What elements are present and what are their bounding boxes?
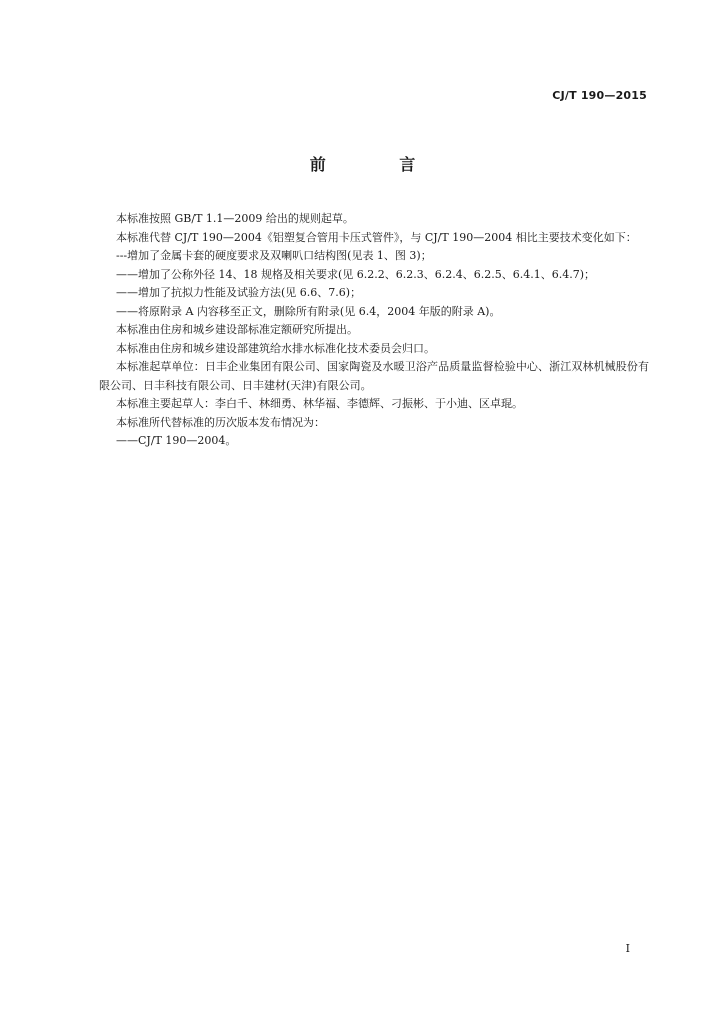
change-item-sizes: ——增加了公称外径 14、18 规格及相关要求(见 6.2.2、6.2.3、6.2.4、6.2.5、6.4.1、6.4.7)； — [116, 267, 595, 281]
change-item-pullout: ——增加了抗拟力性能及试验方法(见 6.6、7.6)； — [116, 286, 362, 299]
standard-code: CJ/T 190—2015 — [552, 89, 647, 102]
paragraph-proposed-by: 本标准由住房和城乡建设部标准定额研究所提出。 — [116, 323, 358, 336]
preface-body — [99, 210, 649, 451]
paragraph-drafting-rules: 本标准按照 GB/T 1.1—2009 给出的规则起草。 — [116, 212, 354, 225]
change-item-hardness: ---增加了金属卡套的硬度要求及双喇叭口结构图(见表 1、图 3)； — [116, 249, 432, 262]
page-number: I — [625, 942, 630, 955]
page-title: 前 言 — [309, 155, 450, 174]
paragraph-main-drafters: 本标准主要起草人：李白千、林细勇、林华福、李德辉、刁振彬、于小迪、区卓琨。 — [116, 397, 523, 410]
history-item: ——CJ/T 190—2004。 — [116, 434, 237, 447]
paragraph-replaces: 本标准代替 CJ/T 190—2004《铝塑复合管用卡压式管件》，与 CJ/T 190—2004 相比主要技术变化如下： — [116, 230, 637, 244]
change-item-annex: ——将原附录 A 内容移至正文，删除所有附录(见 6.4，2004 年版的附录 A)。 — [116, 304, 501, 318]
paragraph-drafting-organizations: 本标准起草单位：日丰企业集团有限公司、国家陶瓷及水暖卫浴产品质量监督检验中心、浙江双林机械股份有限公司、日丰科技有限公司、日丰建材(天津)有限公司。 — [99, 360, 649, 392]
paragraph-history: 本标准所代替标准的历次版本发布情况为： — [116, 415, 325, 429]
paragraph-under-jurisdiction: 本标准由住房和城乡建设部建筑给水排水标准化技术委员会归口。 — [116, 341, 435, 355]
